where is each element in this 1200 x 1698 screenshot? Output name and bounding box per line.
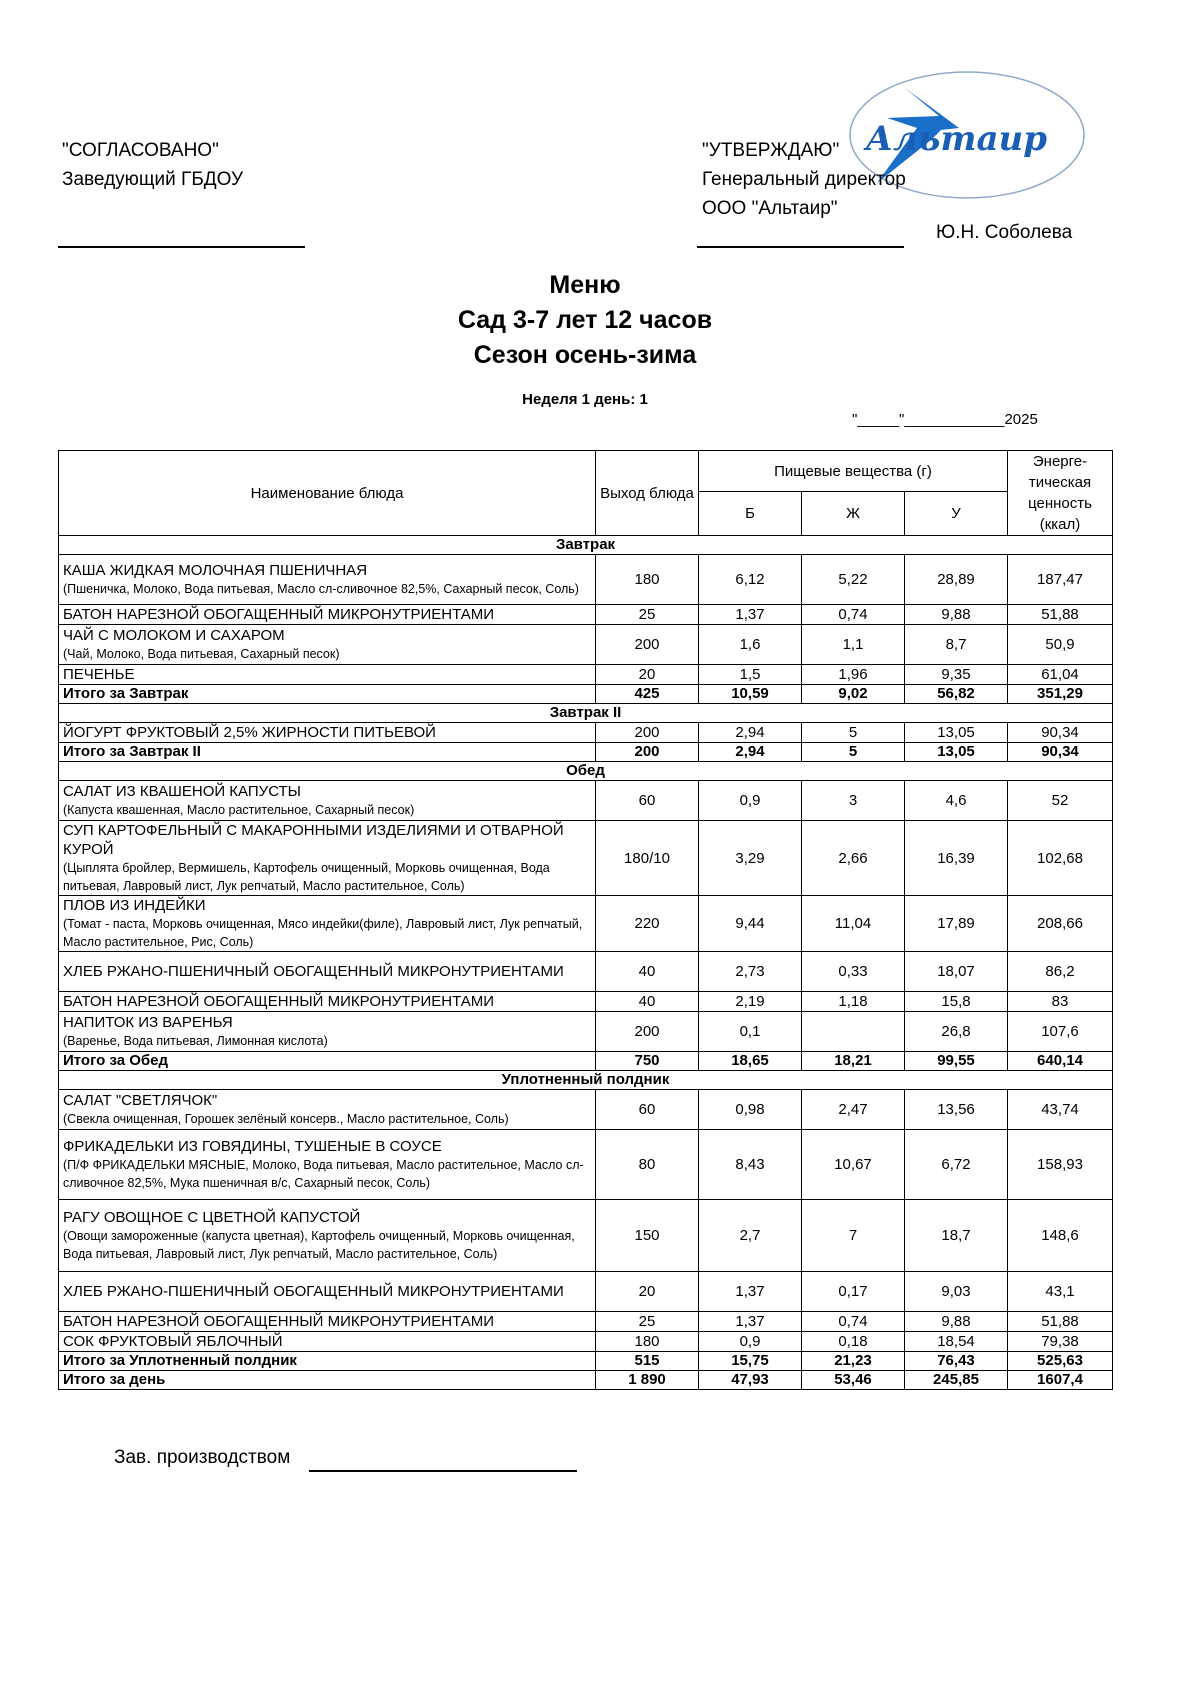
approval-left-title: "СОГЛАСОВАНО" <box>62 140 219 161</box>
cell-fat: 0,18 <box>802 1332 905 1352</box>
cell-carbs: 76,43 <box>905 1352 1008 1371</box>
dish-cell <box>59 992 596 1012</box>
signature-line-footer <box>309 1470 577 1472</box>
total-label: Итого за Завтрак <box>59 685 596 704</box>
cell-protein: 3,29 <box>699 821 802 896</box>
cell-protein: 2,7 <box>699 1200 802 1272</box>
dish-ingredients: (Томат - паста, Морковь очищенная, Мясо индейки(филе), Лавровый лист, Лук репчатый, Масло растительное, Рис, Соль) <box>63 917 583 949</box>
dish-ingredients: (Овощи замороженные (капуста цветная), Картофель очищенный, Морковь очищенная, Вода питьевая, Лавровый лист, Лук репчатый, Масло растительное, Соль) <box>63 1229 575 1261</box>
section-header-row <box>59 762 1113 781</box>
cell-carbs: 9,88 <box>905 605 1008 625</box>
section-total-row <box>59 685 1113 704</box>
cell-fat: 0,74 <box>802 605 905 625</box>
date-line: "_____"____________2025 <box>852 411 1038 428</box>
cell-fat: 18,21 <box>802 1052 905 1071</box>
section-title: Завтрак <box>59 536 1113 555</box>
cell-energy: 51,88 <box>1008 1312 1113 1332</box>
cell-output: 180 <box>596 1332 699 1352</box>
cell-energy: 79,38 <box>1008 1332 1113 1352</box>
cell-energy: 1607,4 <box>1008 1371 1113 1390</box>
cell-carbs: 4,6 <box>905 781 1008 821</box>
dish-cell <box>59 555 596 605</box>
cell-energy: 525,63 <box>1008 1352 1113 1371</box>
cell-energy: 61,04 <box>1008 665 1113 685</box>
cell-protein: 2,94 <box>699 743 802 762</box>
dish-name: ХЛЕБ РЖАНО-ПШЕНИЧНЫЙ ОБОГАЩЕННЫЙ МИКРОНУТРИЕНТАМИ <box>63 963 564 980</box>
cell-energy: 148,6 <box>1008 1200 1113 1272</box>
section-total-row <box>59 743 1113 762</box>
dish-name: САЛАТ ИЗ КВАШЕНОЙ КАПУСТЫ <box>63 783 301 800</box>
cell-carbs: 18,07 <box>905 952 1008 992</box>
dish-name: БАТОН НАРЕЗНОЙ ОБОГАЩЕННЫЙ МИКРОНУТРИЕНТАМИ <box>63 1313 495 1330</box>
cell-energy: 158,93 <box>1008 1130 1113 1200</box>
dish-cell <box>59 1090 596 1130</box>
dish-cell <box>59 1130 596 1200</box>
cell-carbs: 9,03 <box>905 1272 1008 1312</box>
table-row <box>59 723 1113 743</box>
section-total-row <box>59 1352 1113 1371</box>
table-row <box>59 1332 1113 1352</box>
dish-cell <box>59 1332 596 1352</box>
cell-output: 80 <box>596 1130 699 1200</box>
cell-fat: 21,23 <box>802 1352 905 1371</box>
table-row <box>59 665 1113 685</box>
dish-ingredients: (П/Ф ФРИКАДЕЛЬКИ МЯСНЫЕ, Молоко, Вода питьевая, Масло растительное, Масло сл-сливочное 82,5%, Мука пшеничная в/с, Сахарный песок, Соль) <box>63 1158 584 1190</box>
table-row <box>59 605 1113 625</box>
dish-cell <box>59 821 596 896</box>
cell-fat: 7 <box>802 1200 905 1272</box>
table-row <box>59 1090 1113 1130</box>
cell-output: 200 <box>596 625 699 665</box>
dish-ingredients: (Цыплята бройлер, Вермишель, Картофель очищенный, Морковь очищенная, Вода питьевая, Лавровый лист, Лук репчатый, Масло растительное, Соль) <box>63 861 550 893</box>
cell-carbs: 18,7 <box>905 1200 1008 1272</box>
cell-energy: 52 <box>1008 781 1113 821</box>
dish-name: СОК ФРУКТОВЫЙ ЯБЛОЧНЫЙ <box>63 1333 283 1350</box>
dish-name: ЙОГУРТ ФРУКТОВЫЙ 2,5% ЖИРНОСТИ ПИТЬЕВОЙ <box>63 724 436 741</box>
dish-name: БАТОН НАРЕЗНОЙ ОБОГАЩЕННЫЙ МИКРОНУТРИЕНТАМИ <box>63 993 495 1010</box>
approval-right-title: "УТВЕРЖДАЮ" <box>702 140 840 161</box>
dish-ingredients: (Пшеничка, Молоко, Вода питьевая, Масло сл-сливочное 82,5%, Сахарный песок, Соль) <box>63 582 579 596</box>
cell-fat: 0,17 <box>802 1272 905 1312</box>
cell-fat: 3 <box>802 781 905 821</box>
cell-protein: 1,37 <box>699 1312 802 1332</box>
cell-carbs: 13,05 <box>905 723 1008 743</box>
cell-protein: 1,37 <box>699 1272 802 1312</box>
day-total-row <box>59 1371 1113 1390</box>
dish-cell <box>59 1312 596 1332</box>
section-header-row <box>59 1071 1113 1090</box>
cell-output: 515 <box>596 1352 699 1371</box>
cell-carbs: 6,72 <box>905 1130 1008 1200</box>
cell-protein: 2,19 <box>699 992 802 1012</box>
cell-carbs: 26,8 <box>905 1012 1008 1052</box>
cell-energy: 90,34 <box>1008 743 1113 762</box>
cell-fat: 5 <box>802 723 905 743</box>
col-header-zh: Ж <box>802 492 905 536</box>
dish-ingredients: (Капуста квашенная, Масло растительное, Сахарный песок) <box>63 803 415 817</box>
cell-carbs: 18,54 <box>905 1332 1008 1352</box>
dish-ingredients: (Варенье, Вода питьевая, Лимонная кислота) <box>63 1034 328 1048</box>
dish-ingredients: (Свекла очищенная, Горошек зелёный консерв., Масло растительное, Соль) <box>63 1112 509 1126</box>
cell-fat: 0,33 <box>802 952 905 992</box>
cell-energy: 208,66 <box>1008 896 1113 952</box>
cell-carbs: 17,89 <box>905 896 1008 952</box>
doc-title: Меню <box>549 271 621 299</box>
cell-output: 40 <box>596 992 699 1012</box>
cell-carbs: 56,82 <box>905 685 1008 704</box>
cell-output: 200 <box>596 743 699 762</box>
dish-cell <box>59 723 596 743</box>
cell-protein: 9,44 <box>699 896 802 952</box>
cell-carbs: 9,88 <box>905 1312 1008 1332</box>
cell-fat: 9,02 <box>802 685 905 704</box>
cell-fat: 0,74 <box>802 1312 905 1332</box>
cell-output: 60 <box>596 1090 699 1130</box>
table-row <box>59 781 1113 821</box>
menu-table-body <box>59 536 1113 1390</box>
signature-line-left <box>58 246 305 248</box>
cell-protein: 0,98 <box>699 1090 802 1130</box>
dish-cell <box>59 1272 596 1312</box>
table-row <box>59 1012 1113 1052</box>
cell-output: 20 <box>596 1272 699 1312</box>
dish-cell <box>59 665 596 685</box>
cell-fat: 1,1 <box>802 625 905 665</box>
cell-output: 750 <box>596 1052 699 1071</box>
section-header-row <box>59 536 1113 555</box>
dish-name: ПЛОВ ИЗ ИНДЕЙКИ <box>63 897 206 914</box>
cell-energy: 43,74 <box>1008 1090 1113 1130</box>
total-label: Итого за Уплотненный полдник <box>59 1352 596 1371</box>
section-total-row <box>59 1052 1113 1071</box>
cell-protein: 1,5 <box>699 665 802 685</box>
cell-output: 25 <box>596 605 699 625</box>
cell-fat: 10,67 <box>802 1130 905 1200</box>
cell-carbs: 13,56 <box>905 1090 1008 1130</box>
signature-line-right <box>697 246 904 248</box>
cell-fat: 2,47 <box>802 1090 905 1130</box>
dish-name: НАПИТОК ИЗ ВАРЕНЬЯ <box>63 1014 233 1031</box>
cell-carbs: 28,89 <box>905 555 1008 605</box>
table-row <box>59 952 1113 992</box>
approval-right-position: Генеральный директор <box>702 169 906 190</box>
dish-name: СУП КАРТОФЕЛЬНЫЙ С МАКАРОННЫМИ ИЗДЕЛИЯМИ И ОТВАРНОЙ КУРОЙ <box>63 822 564 858</box>
total-label: Итого за Завтрак II <box>59 743 596 762</box>
approval-right-signer: Ю.Н. Соболева <box>936 222 1073 243</box>
cell-energy: 640,14 <box>1008 1052 1113 1071</box>
approval-left <box>62 136 243 194</box>
menu-table <box>58 450 1113 1390</box>
cell-protein: 1,6 <box>699 625 802 665</box>
cell-output: 40 <box>596 952 699 992</box>
dish-cell <box>59 605 596 625</box>
dish-name: ФРИКАДЕЛЬКИ ИЗ ГОВЯДИНЫ, ТУШЕНЫЕ В СОУСЕ <box>63 1138 442 1155</box>
cell-energy: 50,9 <box>1008 625 1113 665</box>
cell-carbs: 99,55 <box>905 1052 1008 1071</box>
cell-fat: 5 <box>802 743 905 762</box>
section-header-row <box>59 704 1113 723</box>
cell-output: 25 <box>596 1312 699 1332</box>
dish-name: ЧАЙ С МОЛОКОМ И САХАРОМ <box>63 627 285 644</box>
cell-output: 200 <box>596 723 699 743</box>
dish-cell <box>59 1012 596 1052</box>
footer-label: Зав. производством <box>114 1447 291 1468</box>
cell-energy: 43,1 <box>1008 1272 1113 1312</box>
dish-cell <box>59 781 596 821</box>
doc-subtitle-season: Сезон осень-зима <box>473 341 697 369</box>
doc-subtitle-group: Сад 3-7 лет 12 часов <box>457 306 713 334</box>
cell-protein: 0,9 <box>699 781 802 821</box>
col-header-energy: Энерге-тическая ценность (ккал) <box>1008 451 1113 536</box>
cell-carbs: 8,7 <box>905 625 1008 665</box>
col-header-u: У <box>905 492 1008 536</box>
section-title: Завтрак II <box>59 704 1113 723</box>
table-row <box>59 1130 1113 1200</box>
cell-fat: 2,66 <box>802 821 905 896</box>
cell-fat: 1,96 <box>802 665 905 685</box>
cell-protein: 15,75 <box>699 1352 802 1371</box>
cell-protein: 0,1 <box>699 1012 802 1052</box>
cell-output: 1 890 <box>596 1371 699 1390</box>
cell-output: 60 <box>596 781 699 821</box>
dish-name: ХЛЕБ РЖАНО-ПШЕНИЧНЫЙ ОБОГАЩЕННЫЙ МИКРОНУТРИЕНТАМИ <box>63 1283 564 1300</box>
cell-output: 150 <box>596 1200 699 1272</box>
cell-energy: 90,34 <box>1008 723 1113 743</box>
cell-fat: 5,22 <box>802 555 905 605</box>
cell-output: 180/10 <box>596 821 699 896</box>
cell-energy: 83 <box>1008 992 1113 1012</box>
cell-fat: 11,04 <box>802 896 905 952</box>
dish-ingredients: (Чай, Молоко, Вода питьевая, Сахарный песок) <box>63 647 340 661</box>
table-row <box>59 1312 1113 1332</box>
table-row <box>59 555 1113 605</box>
week-day: Неделя 1 день: 1 <box>522 391 648 408</box>
cell-protein: 47,93 <box>699 1371 802 1390</box>
dish-cell <box>59 1200 596 1272</box>
cell-output: 425 <box>596 685 699 704</box>
cell-carbs: 13,05 <box>905 743 1008 762</box>
cell-protein: 6,12 <box>699 555 802 605</box>
cell-protein: 8,43 <box>699 1130 802 1200</box>
cell-energy: 86,2 <box>1008 952 1113 992</box>
cell-output: 220 <box>596 896 699 952</box>
cell-energy: 107,6 <box>1008 1012 1113 1052</box>
cell-energy: 187,47 <box>1008 555 1113 605</box>
col-header-nutrients: Пищевые вещества (г) <box>699 451 1008 492</box>
cell-fat: 1,18 <box>802 992 905 1012</box>
cell-carbs: 9,35 <box>905 665 1008 685</box>
col-header-b: Б <box>699 492 802 536</box>
table-row <box>59 896 1113 952</box>
cell-output: 180 <box>596 555 699 605</box>
table-row <box>59 821 1113 896</box>
cell-fat <box>802 1012 905 1052</box>
approval-left-position: Заведующий ГБДОУ <box>62 169 244 190</box>
dish-name: ПЕЧЕНЬЕ <box>63 666 135 683</box>
col-header-name: Наименование блюда <box>59 451 596 536</box>
dish-name: РАГУ ОВОЩНОЕ С ЦВЕТНОЙ КАПУСТОЙ <box>63 1209 361 1226</box>
table-row <box>59 1200 1113 1272</box>
dish-cell <box>59 625 596 665</box>
cell-energy: 102,68 <box>1008 821 1113 896</box>
table-row <box>59 625 1113 665</box>
cell-energy: 351,29 <box>1008 685 1113 704</box>
cell-protein: 1,37 <box>699 605 802 625</box>
cell-output: 20 <box>596 665 699 685</box>
dish-name: КАША ЖИДКАЯ МОЛОЧНАЯ ПШЕНИЧНАЯ <box>63 562 368 579</box>
table-row <box>59 1272 1113 1312</box>
cell-protein: 2,73 <box>699 952 802 992</box>
cell-fat: 53,46 <box>802 1371 905 1390</box>
section-title: Уплотненный полдник <box>59 1071 1113 1090</box>
cell-carbs: 16,39 <box>905 821 1008 896</box>
footer-signature <box>114 1447 290 1469</box>
cell-carbs: 15,8 <box>905 992 1008 1012</box>
cell-output: 200 <box>596 1012 699 1052</box>
cell-protein: 0,9 <box>699 1332 802 1352</box>
dish-cell <box>59 952 596 992</box>
approval-right <box>702 136 906 223</box>
approval-right-company: ООО "Альтаир" <box>702 198 838 219</box>
dish-name: САЛАТ "СВЕТЛЯЧОК" <box>63 1092 218 1109</box>
day-total-label: Итого за день <box>59 1371 596 1390</box>
dish-cell <box>59 896 596 952</box>
cell-carbs: 245,85 <box>905 1371 1008 1390</box>
dish-name: БАТОН НАРЕЗНОЙ ОБОГАЩЕННЫЙ МИКРОНУТРИЕНТАМИ <box>63 606 495 623</box>
cell-protein: 2,94 <box>699 723 802 743</box>
cell-protein: 10,59 <box>699 685 802 704</box>
table-row <box>59 992 1113 1012</box>
col-header-output: Выход блюда <box>596 451 699 536</box>
svg-text:Альтаир: Альтаир <box>865 119 1047 159</box>
cell-energy: 51,88 <box>1008 605 1113 625</box>
total-label: Итого за Обед <box>59 1052 596 1071</box>
section-title: Обед <box>59 762 1113 781</box>
cell-protein: 18,65 <box>699 1052 802 1071</box>
